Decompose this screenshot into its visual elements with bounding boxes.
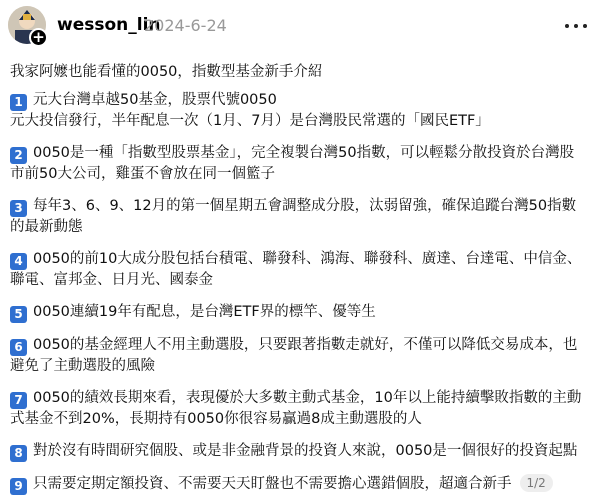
list-item bbox=[10, 474, 596, 495]
list-item bbox=[10, 302, 596, 323]
list-item-line bbox=[10, 111, 596, 131]
post-header bbox=[0, 0, 601, 58]
number-badge-icon: 9 bbox=[10, 478, 27, 495]
list-item-line bbox=[10, 196, 596, 217]
number-badge-icon: 6 bbox=[10, 339, 27, 356]
list-item-line bbox=[10, 270, 596, 290]
list-item-text: 0050的基金經理人不用主動選股，只要跟著指數走就好，不僅可以降低交易成本，也 bbox=[33, 337, 578, 353]
number-badge-icon: 3 bbox=[10, 200, 27, 217]
list-item bbox=[10, 143, 596, 184]
list-item-line bbox=[10, 409, 596, 429]
list-item-line bbox=[10, 164, 596, 184]
image-pager-badge: 1/2 bbox=[520, 474, 553, 492]
list-item-line bbox=[10, 143, 596, 164]
number-badge-icon: 1 bbox=[10, 94, 27, 111]
list-item-text: 元大投信發行，半年配息一次（1月、7月）是台灣股民常選的「國民ETF」 bbox=[10, 113, 490, 129]
list-item-text: 避免了主動選股的風險 bbox=[10, 358, 155, 374]
list-item bbox=[10, 388, 596, 429]
number-badge-icon: 2 bbox=[10, 147, 27, 164]
list-item-text: 0050連續19年有配息，是台灣ETF界的標竿、優等生 bbox=[33, 304, 376, 320]
number-badge-icon: 7 bbox=[10, 392, 27, 409]
list-item-text: 只需要定期定額投資、不需要天天盯盤也不需要擔心選錯個股，超適合新手 bbox=[33, 476, 512, 492]
list-item-line bbox=[10, 356, 596, 376]
username[interactable]: wesson_lin bbox=[57, 15, 161, 35]
avatar[interactable] bbox=[8, 6, 46, 44]
number-badge-icon: 8 bbox=[10, 445, 27, 462]
follow-plus-icon[interactable]: + bbox=[29, 28, 48, 47]
list-item-line bbox=[10, 90, 596, 111]
post-intro: 我家阿嬤也能看懂的0050，指數型基金新手介紹 bbox=[10, 64, 323, 80]
list-item-line bbox=[10, 474, 596, 495]
list-item-line bbox=[10, 441, 596, 462]
list-item-text: 元大台灣卓越50基金，股票代號0050 bbox=[33, 92, 277, 108]
more-options-icon[interactable] bbox=[563, 14, 591, 38]
list-item bbox=[10, 196, 596, 237]
list-item bbox=[10, 335, 596, 376]
list-item-text: 聯電、富邦金、日月光、國泰金 bbox=[10, 272, 213, 288]
list-item-line bbox=[10, 335, 596, 356]
list-item-text: 市前50大公司，雞蛋不會放在同一個籃子 bbox=[10, 166, 275, 182]
list-item-text: 0050的前10大成分股包括台積電、聯發科、鴻海、聯發科、廣達、台達電、中信金、 bbox=[33, 251, 582, 267]
post-body bbox=[10, 62, 596, 497]
number-badge-icon: 4 bbox=[10, 253, 27, 270]
list-item-text: 對於沒有時間研究個股、或是非金融背景的投資人來說，0050是一個很好的投資起點 bbox=[33, 443, 578, 459]
list-item-text: 式基金不到20%，長期持有0050你很容易贏過8成主動選股的人 bbox=[10, 411, 422, 427]
list-item-text: 0050的績效長期來看，表現優於大多數主動式基金，10年以上能持續擊敗指數的主動 bbox=[33, 390, 582, 406]
list-item-text: 0050是一種「指數型股票基金」，完全複製台灣50指數，可以輕鬆分散投資於台灣股 bbox=[33, 145, 575, 161]
list-item-text: 每年3、6、9、12月的第一個星期五會調整成分股，汰弱留強，確保追蹤台灣50指數 bbox=[33, 198, 577, 214]
list-item bbox=[10, 441, 596, 462]
post-items-list bbox=[10, 90, 596, 495]
list-item-line bbox=[10, 217, 596, 237]
number-badge-icon: 5 bbox=[10, 306, 27, 323]
list-item-text: 的最新動態 bbox=[10, 219, 83, 235]
post-date: 2024-6-24 bbox=[144, 16, 227, 35]
list-item-line bbox=[10, 249, 596, 270]
list-item bbox=[10, 249, 596, 290]
list-item-line bbox=[10, 302, 596, 323]
list-item-line bbox=[10, 388, 596, 409]
list-item bbox=[10, 90, 596, 131]
